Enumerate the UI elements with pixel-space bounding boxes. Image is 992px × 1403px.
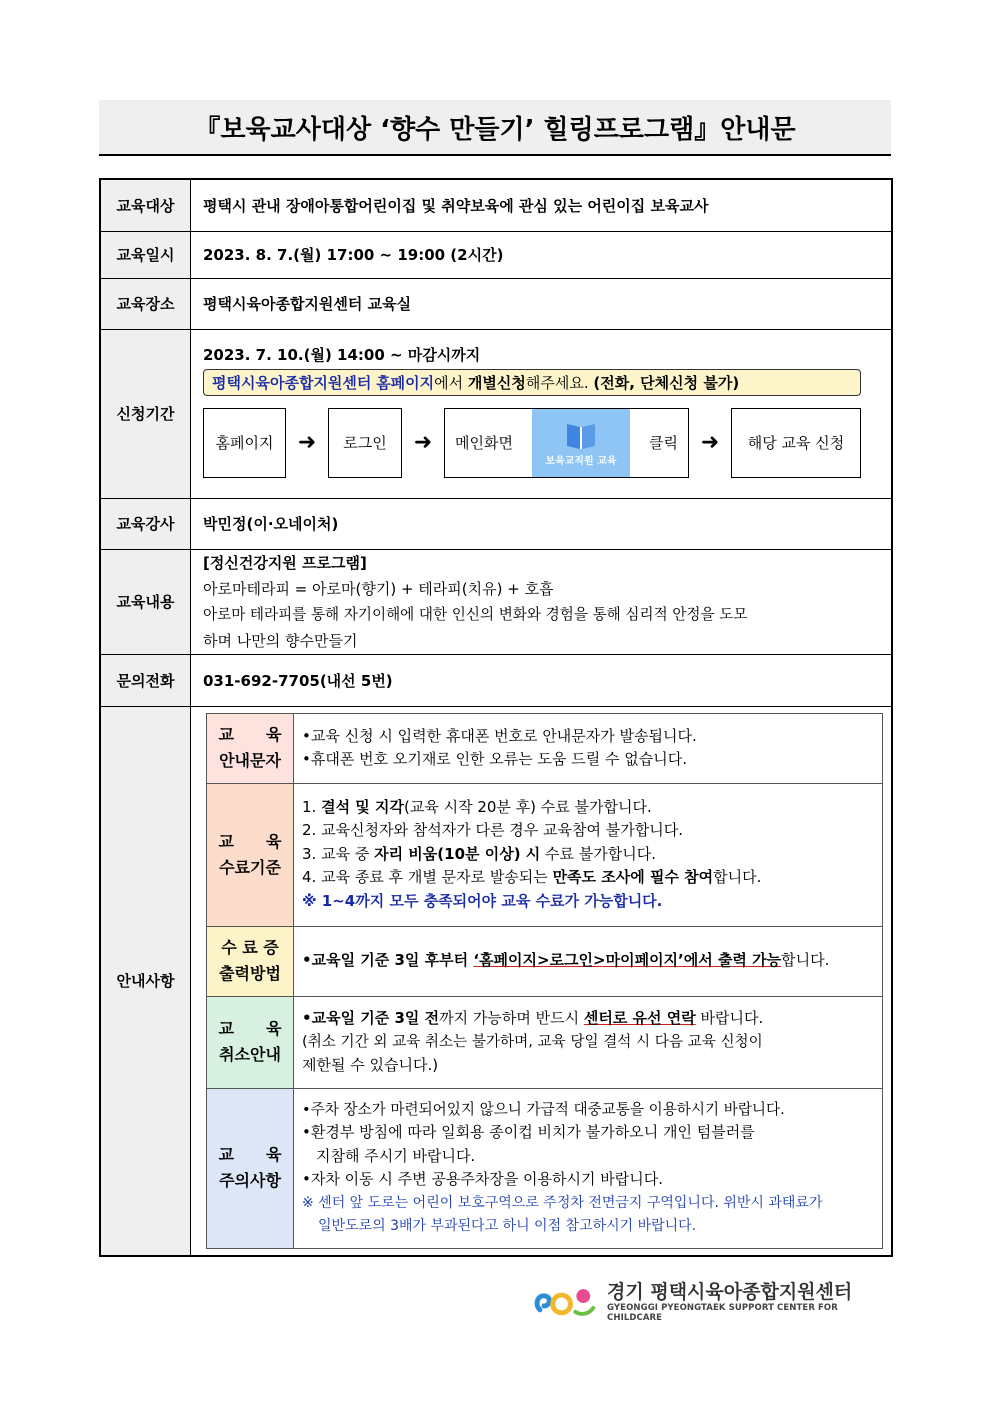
footer-name-ko: 경기 평택시육아종합지원센터 [607, 1281, 853, 1303]
content-line1: [정신건강지원 프로그램] [203, 553, 367, 572]
label-certificate: 수 료 증 출력방법 [207, 926, 294, 996]
row-place [100, 278, 892, 329]
label-cancel: 교 육 취소안내 [207, 996, 294, 1088]
banner-education [532, 409, 630, 477]
row-content [100, 549, 892, 654]
step-apply: 해당 교육 신청 [731, 408, 861, 478]
notice-table [206, 713, 883, 1249]
content-line3: 아로마 테라피를 통해 자기이해에 대한 인신의 변화와 경험을 통해 심리적 안정을 도모 [203, 605, 748, 623]
footer-text [607, 1281, 892, 1323]
notice-certificate [207, 926, 883, 996]
notice-completion [207, 783, 883, 926]
label-sms: 교 육 안내문자 [207, 713, 294, 783]
footer-name-en: GYEONGGI PYEONGTAEK SUPPORT CENTER FOR CHILDCARE [607, 1303, 838, 1323]
apply-period: 2023. 7. 10.(월) 14:00 ~ 마감시까지 [203, 345, 481, 364]
notice-sms [207, 713, 883, 783]
label-contact: 문의전화 [100, 654, 191, 706]
row-apply [100, 329, 892, 498]
value-certificate: •교육일 기준 3일 후부터 ‘홈페이지>로그인>마이페이지’에서 출력 가능합니다. [294, 926, 883, 996]
value-place: 평택시육아종합지원센터 교육실 [191, 278, 893, 329]
row-instructor [100, 498, 892, 549]
value-target: 평택시 관내 장애아통합어린이집 및 취약보육에 관심 있는 어린이집 보육교사 [191, 179, 893, 231]
step-click-label: 클릭 [649, 434, 678, 452]
value-sms: •교육 신청 시 입력한 휴대폰 번호로 안내문자가 발송됩니다. •휴대폰 번호 오기재로 인한 오류는 도움 드릴 수 없습니다. [294, 713, 883, 783]
value-apply [191, 329, 893, 498]
label-instructor: 교육강사 [100, 498, 191, 549]
value-instructor: 박민정(이·오네이처) [191, 498, 893, 549]
arrow-icon: ➜ [297, 430, 317, 455]
value-completion: 1. 결석 및 지각(교육 시작 20분 후) 수료 불가합니다. 2. 교육신청자와 참석자가 다른 경우 교육참여 불가합니다. 3. 교육 중 자리 비움(10분 이상) 시 수료 불가합니다. 4. 교육 종료 후 개별 문자로 발송되는 만족도 조사에 필수 참여합니다. ※ 1~4까지 모두 충족되어야 교육 수료가 가능합니다. [294, 783, 883, 926]
note-homepage: 홈페이지 [376, 373, 435, 392]
label-target: 교육대상 [100, 179, 191, 231]
label-content: 교육내용 [100, 549, 191, 654]
notice-caution [207, 1088, 883, 1248]
value-date: 2023. 8. 7.(월) 17:00 ~ 19:00 (2시간) [191, 231, 893, 278]
note-individual: 개별신청 [467, 373, 526, 392]
label-place: 교육장소 [100, 278, 191, 329]
label-notice: 안내사항 [100, 706, 191, 1256]
notice-cancel [207, 996, 883, 1088]
row-contact [100, 654, 892, 706]
value-contact: 031-692-7705(내선 5번) [191, 654, 893, 706]
row-date [100, 231, 892, 278]
note-please: 해주세요. [525, 373, 589, 392]
arrow-icon: ➜ [700, 430, 720, 455]
step-main [444, 408, 689, 478]
content-line2: 아로마테라피 = 아로마(향기) + 테라피(치유) + 호흡 [203, 579, 554, 598]
row-target [100, 179, 892, 231]
content-line4: 하며 나만의 향수만들기 [203, 631, 358, 650]
label-caution: 교 육 주의사항 [207, 1088, 294, 1248]
step-login: 로그인 [328, 408, 402, 478]
row-notice [100, 706, 892, 1256]
value-cancel: •교육일 기준 3일 전까지 가능하며 반드시 센터로 유선 연락 바랍니다. (취소 기간 외 교육 취소는 불가하며, 교육 당일 결석 시 다음 교육 신청이 제한될 수 있습니다.) [294, 996, 883, 1088]
note-restriction: (전화, 단체신청 불가) [593, 373, 740, 392]
value-content [191, 549, 893, 654]
step-main-label: 메인화면 [455, 434, 513, 452]
value-caution: •주차 장소가 마련되어있지 않으니 가급적 대중교통을 이용하시기 바랍니다. •환경부 방침에 따라 일회용 종이컵 비치가 불가하오니 개인 텀블러를 지참해 주시기 바랍니다. •자차 이동 시 주변 공용주차장을 이용하시기 바랍니다. ※ 센터 앞 도로는 어린이 보호구역으로 주정차 전면금지 구역입니다. 위반시 과태료가 일반도로의 3배가 부과된다고 하니 이점 참고하시기 바랍니다. [294, 1088, 883, 1248]
page-title: 『보육교사대상 ‘향수 만들기’ 힐링프로그램』안내문 [99, 100, 891, 156]
value-notice [191, 706, 893, 1256]
book-icon [564, 418, 598, 452]
footer-logo [532, 1280, 892, 1324]
center-logo-icon [532, 1282, 601, 1322]
label-completion: 교 육 수료기준 [207, 783, 294, 926]
apply-note [203, 369, 861, 396]
note-from: 에서 [434, 373, 464, 392]
label-apply: 신청기간 [100, 329, 191, 498]
apply-flow [203, 408, 881, 478]
step-homepage: 홈페이지 [203, 408, 286, 478]
arrow-icon: ➜ [413, 430, 433, 455]
note-center: 평택시육아종합지원센터 [212, 373, 372, 392]
info-table [99, 178, 893, 1257]
banner-label: 보육교직원 교육 [545, 456, 617, 467]
label-date: 교육일시 [100, 231, 191, 278]
